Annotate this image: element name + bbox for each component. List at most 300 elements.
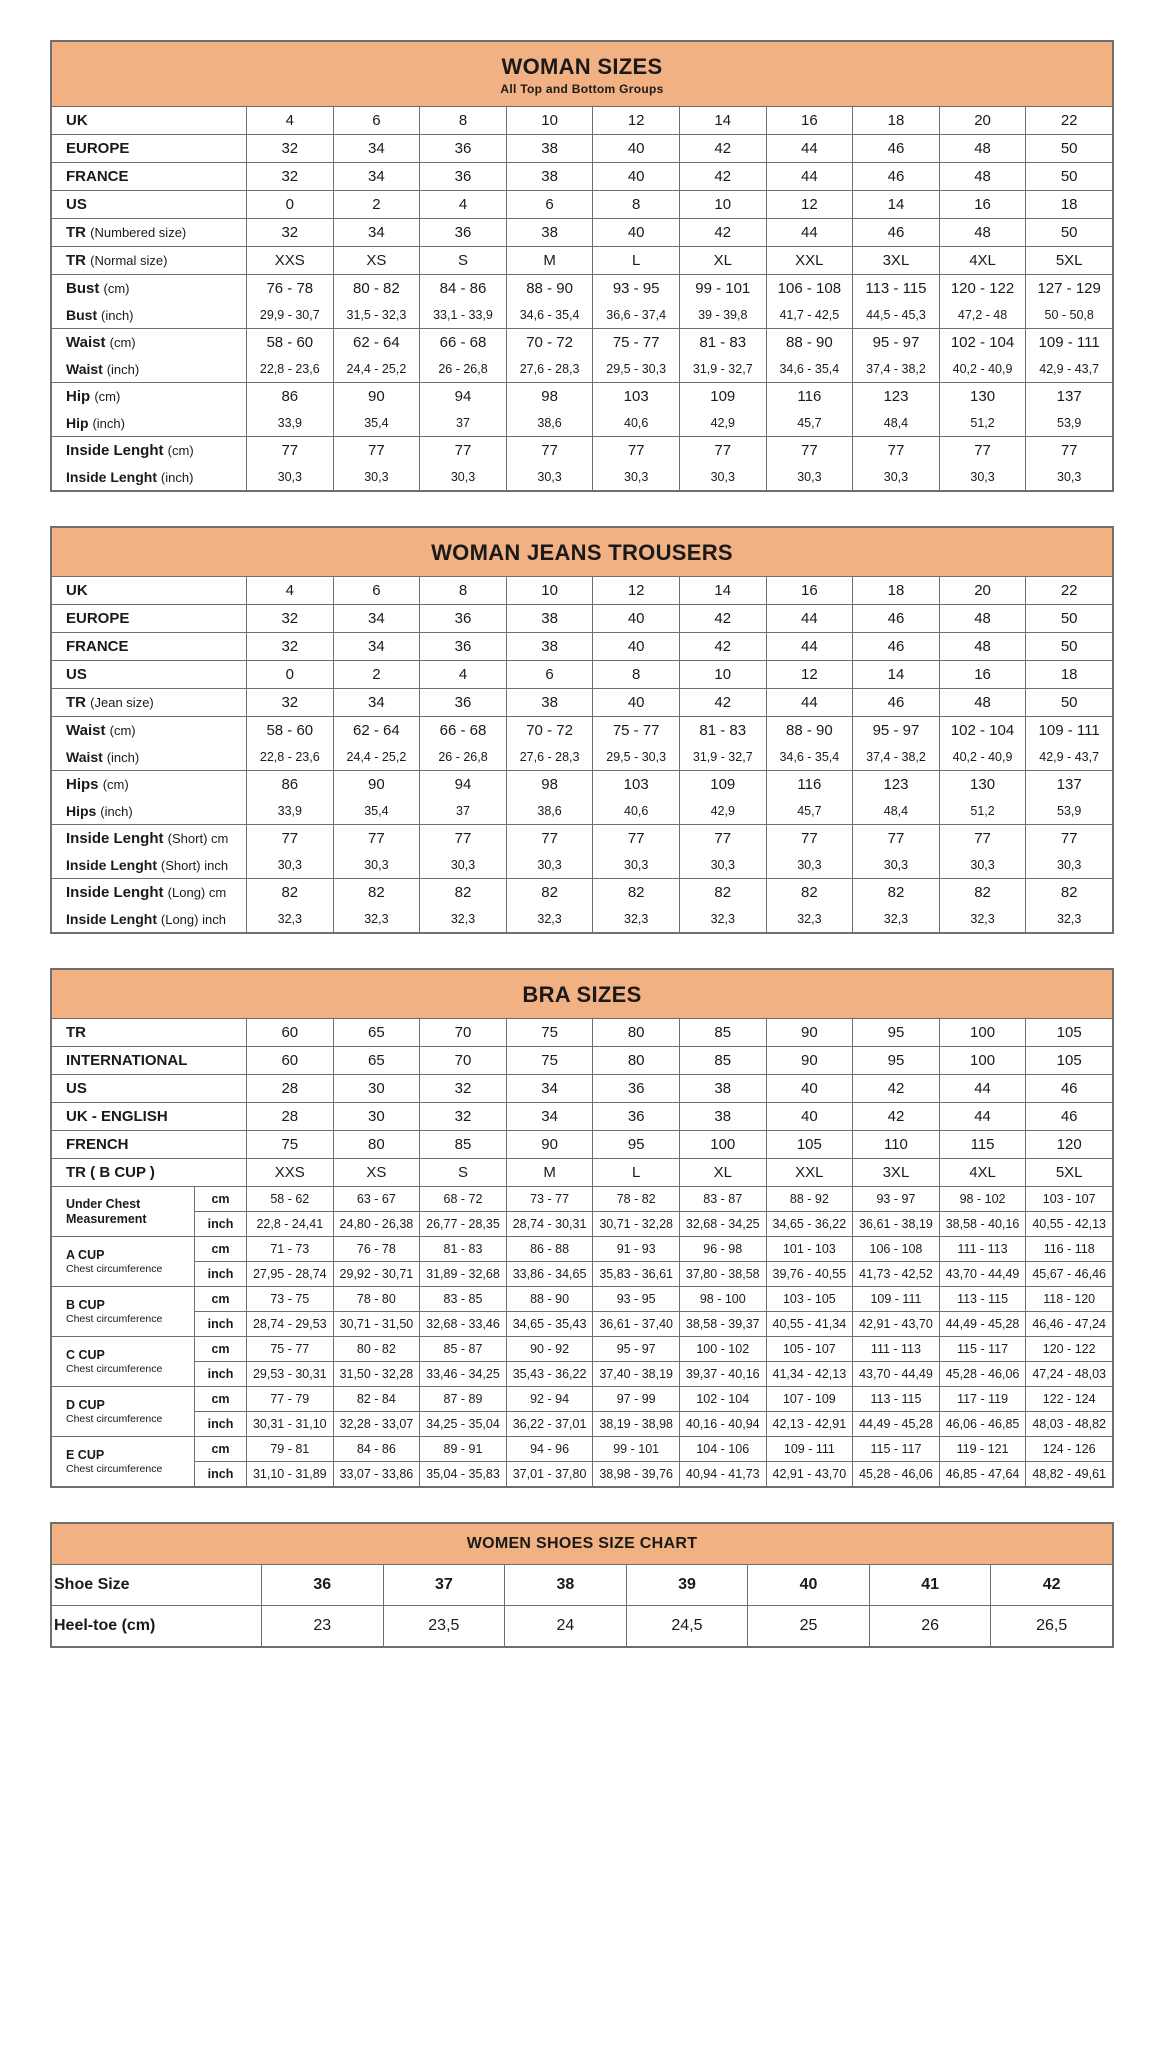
- cell: 48,03 - 48,82: [1026, 1412, 1113, 1437]
- row-label-text: Bust: [66, 280, 104, 297]
- bra-cup-caption: Chest circumference: [66, 1463, 163, 1476]
- cell: 37,01 - 37,80: [506, 1462, 593, 1487]
- cell: 110: [853, 1131, 940, 1159]
- table-row: [52, 1019, 1113, 1047]
- cell: 50: [1026, 163, 1113, 191]
- cell: 14: [679, 577, 766, 605]
- cell: XXS: [247, 247, 334, 275]
- cell: 120: [1026, 1131, 1113, 1159]
- cell: 77: [1026, 825, 1113, 853]
- bra-measure-label: [52, 1187, 195, 1237]
- cell: 95 - 97: [593, 1337, 680, 1362]
- cell: 41: [869, 1565, 991, 1606]
- woman-sizes-subtitle: All Top and Bottom Groups: [500, 82, 664, 96]
- cell: 36: [593, 1103, 680, 1131]
- row-label: [52, 825, 247, 853]
- cell: 45,7: [766, 410, 853, 437]
- cell: 99 - 101: [593, 1437, 680, 1462]
- cell: 32,3: [1026, 906, 1113, 933]
- cell: 35,43 - 36,22: [506, 1362, 593, 1387]
- cell: 37,40 - 38,19: [593, 1362, 680, 1387]
- cell: 116 - 118: [1026, 1237, 1113, 1262]
- bra-measure-label-text: Under Chest Measurement: [66, 1197, 147, 1226]
- cell: 12: [593, 107, 680, 135]
- cell: 109 - 111: [766, 1437, 853, 1462]
- cell: 120 - 122: [939, 275, 1026, 303]
- cell: 70 - 72: [506, 329, 593, 357]
- table-row: [52, 275, 1113, 303]
- cell: S: [420, 1159, 507, 1187]
- cell: 3XL: [853, 247, 940, 275]
- cell: 42,9 - 43,7: [1026, 356, 1113, 383]
- row-label: [52, 852, 247, 879]
- cell: 85 - 87: [420, 1337, 507, 1362]
- cell: 36,22 - 37,01: [506, 1412, 593, 1437]
- cell: 42: [679, 633, 766, 661]
- row-label: [52, 247, 247, 275]
- bra-cup-label: [52, 1287, 195, 1337]
- cell: 83 - 87: [679, 1187, 766, 1212]
- cell: 32: [247, 163, 334, 191]
- cell: 5XL: [1026, 247, 1113, 275]
- cell: 31,5 - 32,3: [333, 302, 420, 329]
- woman-jeans-body: [52, 528, 1113, 933]
- cell: 86: [247, 383, 334, 411]
- row-label: [52, 302, 247, 329]
- table-row: [52, 356, 1113, 383]
- cell: 30,71 - 32,28: [593, 1212, 680, 1237]
- cell: 106 - 108: [853, 1237, 940, 1262]
- cell: 45,28 - 46,06: [853, 1462, 940, 1487]
- cell: 102 - 104: [939, 329, 1026, 357]
- cell: 91 - 93: [593, 1237, 680, 1262]
- cell: 77: [247, 825, 334, 853]
- bra-cup-label-text: D CUP: [66, 1397, 105, 1412]
- row-label-text: FRANCE: [66, 638, 129, 655]
- cell: 127 - 129: [1026, 275, 1113, 303]
- cell: 77: [939, 437, 1026, 465]
- cell: 32: [247, 219, 334, 247]
- cell: 46: [853, 605, 940, 633]
- cell: 10: [506, 577, 593, 605]
- cell: 6: [333, 107, 420, 135]
- cell: 109 - 111: [853, 1287, 940, 1312]
- cell: 44,49 - 45,28: [939, 1312, 1026, 1337]
- cell: 12: [593, 577, 680, 605]
- cell: 32,68 - 33,46: [420, 1312, 507, 1337]
- unit-cell: inch: [195, 1212, 247, 1237]
- cell: 113 - 115: [853, 275, 940, 303]
- cell: 32,28 - 33,07: [333, 1412, 420, 1437]
- row-label: [52, 163, 247, 191]
- bra-cup-caption: Chest circumference: [66, 1263, 163, 1276]
- cell: 130: [939, 383, 1026, 411]
- cell: 34: [333, 689, 420, 717]
- cell: 137: [1026, 383, 1113, 411]
- row-label-text: Inside Lenght: [66, 911, 161, 927]
- cell: 82: [1026, 879, 1113, 907]
- cell: 10: [679, 191, 766, 219]
- cell: 39 - 39,8: [679, 302, 766, 329]
- cell: 116: [766, 771, 853, 799]
- cell: 38: [506, 605, 593, 633]
- unit-cell: cm: [195, 1237, 247, 1262]
- cell: 42,9: [679, 798, 766, 825]
- cell: 24,5: [626, 1606, 748, 1647]
- cell: 105: [766, 1131, 853, 1159]
- cell: 40: [593, 605, 680, 633]
- cell: 27,6 - 28,3: [506, 356, 593, 383]
- cell: 30,71 - 31,50: [333, 1312, 420, 1337]
- cell: 30,3: [247, 464, 334, 491]
- row-label: [52, 661, 247, 689]
- cell: 60: [247, 1019, 334, 1047]
- table-row: [52, 1437, 1113, 1462]
- cell: 29,5 - 30,3: [593, 744, 680, 771]
- table-row: [52, 191, 1113, 219]
- cell: 77: [420, 825, 507, 853]
- cell: 26: [869, 1606, 991, 1647]
- unit-cell: cm: [195, 1437, 247, 1462]
- cell: 48: [939, 633, 1026, 661]
- table-row: [52, 633, 1113, 661]
- row-label: US: [52, 1075, 247, 1103]
- cell: 30,3: [593, 852, 680, 879]
- row-label-text: US: [66, 666, 87, 683]
- cell: 31,50 - 32,28: [333, 1362, 420, 1387]
- cell: 32,3: [766, 906, 853, 933]
- cell: 38,58 - 40,16: [939, 1212, 1026, 1237]
- cell: 94: [420, 771, 507, 799]
- cell: XXS: [247, 1159, 334, 1187]
- cell: 30,3: [766, 464, 853, 491]
- cell: 85: [420, 1131, 507, 1159]
- table-row: [52, 1565, 1113, 1606]
- cell: 123: [853, 383, 940, 411]
- row-label: [52, 356, 247, 383]
- table-row: [52, 1462, 1113, 1487]
- cell: 80: [593, 1047, 680, 1075]
- cell: 48,82 - 49,61: [1026, 1462, 1113, 1487]
- cell: 97 - 99: [593, 1387, 680, 1412]
- cell: L: [593, 247, 680, 275]
- cell: 33,07 - 33,86: [333, 1462, 420, 1487]
- cell: 119 - 121: [939, 1437, 1026, 1462]
- cell: 40: [593, 135, 680, 163]
- row-label: [52, 744, 247, 771]
- cell: 73 - 75: [247, 1287, 334, 1312]
- cell: 77: [679, 437, 766, 465]
- cell: 130: [939, 771, 1026, 799]
- row-label-text: Hips: [66, 776, 103, 793]
- row-label: UK - ENGLISH: [52, 1103, 247, 1131]
- cell: 103: [593, 771, 680, 799]
- row-label: FRENCH: [52, 1131, 247, 1159]
- cell: 32,68 - 34,25: [679, 1212, 766, 1237]
- cell: 33,1 - 33,9: [420, 302, 507, 329]
- table-row: [52, 689, 1113, 717]
- cell: 40: [766, 1103, 853, 1131]
- bra-cup-label-text: B CUP: [66, 1297, 105, 1312]
- cell: 86 - 88: [506, 1237, 593, 1262]
- row-label-text: Waist: [66, 722, 110, 739]
- table-row: [52, 1159, 1113, 1187]
- row-label-text: Waist: [66, 749, 107, 765]
- cell: 2: [333, 191, 420, 219]
- cell: 42,9 - 43,7: [1026, 744, 1113, 771]
- cell: 5XL: [1026, 1159, 1113, 1187]
- cell: 115: [939, 1131, 1026, 1159]
- cell: 70 - 72: [506, 717, 593, 745]
- cell: 34,6 - 35,4: [766, 744, 853, 771]
- row-label-text: US: [66, 196, 87, 213]
- row-label-note: (inch): [106, 750, 140, 765]
- cell: 34: [333, 605, 420, 633]
- cell: 77: [593, 437, 680, 465]
- cell: 44: [939, 1075, 1026, 1103]
- cell: 34,6 - 35,4: [506, 302, 593, 329]
- cell: 77: [333, 825, 420, 853]
- cell: 44: [766, 163, 853, 191]
- table-row: [52, 771, 1113, 799]
- cell: 14: [853, 191, 940, 219]
- cell: 29,92 - 30,71: [333, 1262, 420, 1287]
- cell: 42,9: [679, 410, 766, 437]
- cell: 88 - 92: [766, 1187, 853, 1212]
- cell: 82: [333, 879, 420, 907]
- cell: 27,95 - 28,74: [247, 1262, 334, 1287]
- cell: 48: [939, 605, 1026, 633]
- cell: 46: [853, 135, 940, 163]
- cell: 36: [420, 135, 507, 163]
- cell: 30,3: [853, 464, 940, 491]
- cell: 31,9 - 32,7: [679, 744, 766, 771]
- cell: 36: [420, 605, 507, 633]
- cell: 123: [853, 771, 940, 799]
- row-label-note: (Numbered size): [90, 225, 187, 240]
- row-label-note: (cm): [103, 281, 130, 296]
- row-label-note: (inch): [92, 416, 125, 431]
- cell: M: [506, 247, 593, 275]
- cell: 77: [506, 437, 593, 465]
- row-label: [52, 906, 247, 933]
- cell: 40,55 - 41,34: [766, 1312, 853, 1337]
- cell: 103: [593, 383, 680, 411]
- cell: XS: [333, 1159, 420, 1187]
- unit-cell: inch: [195, 1262, 247, 1287]
- cell: 32,3: [506, 906, 593, 933]
- cell: 22,8 - 23,6: [247, 356, 334, 383]
- cell: 32,3: [593, 906, 680, 933]
- cell: 77: [593, 825, 680, 853]
- cell: 42: [991, 1565, 1113, 1606]
- woman-sizes-title-row: [52, 42, 1113, 107]
- cell: 99 - 101: [679, 275, 766, 303]
- row-label-text: Waist: [66, 334, 110, 351]
- cell: 105: [1026, 1019, 1113, 1047]
- cell: 92 - 94: [506, 1387, 593, 1412]
- cell: 58 - 60: [247, 717, 334, 745]
- cell: 32: [247, 633, 334, 661]
- cell: 98: [506, 771, 593, 799]
- row-label-text: Inside Lenght: [66, 857, 161, 873]
- cell: 35,4: [333, 798, 420, 825]
- bra-cup-label: [52, 1387, 195, 1437]
- cell: 40: [593, 163, 680, 191]
- cell: XL: [679, 1159, 766, 1187]
- cell: 38: [506, 163, 593, 191]
- cell: 95 - 97: [853, 329, 940, 357]
- cell: 93 - 95: [593, 275, 680, 303]
- cell: 38: [506, 633, 593, 661]
- cell: 77 - 79: [247, 1387, 334, 1412]
- cell: 14: [679, 107, 766, 135]
- cell: 80: [593, 1019, 680, 1047]
- cell: 77: [939, 825, 1026, 853]
- cell: 36: [593, 1075, 680, 1103]
- row-label: [52, 107, 247, 135]
- unit-cell: cm: [195, 1287, 247, 1312]
- row-label-note: (cm): [109, 723, 136, 738]
- cell: 81 - 83: [679, 717, 766, 745]
- row-label: [52, 577, 247, 605]
- row-label-text: Inside Lenght: [66, 884, 168, 901]
- cell: 82: [679, 879, 766, 907]
- cell: 100: [679, 1131, 766, 1159]
- cell: 50: [1026, 633, 1113, 661]
- cell: 35,04 - 35,83: [420, 1462, 507, 1487]
- cell: 116: [766, 383, 853, 411]
- cell: 40: [766, 1075, 853, 1103]
- cell: 100 - 102: [679, 1337, 766, 1362]
- cell: 28,74 - 29,53: [247, 1312, 334, 1337]
- cell: 36: [420, 633, 507, 661]
- cell: 94 - 96: [506, 1437, 593, 1462]
- row-label-text: UK: [66, 112, 88, 129]
- cell: 44: [766, 605, 853, 633]
- cell: 95: [853, 1047, 940, 1075]
- cell: 124 - 126: [1026, 1437, 1113, 1462]
- cell: 41,73 - 42,52: [853, 1262, 940, 1287]
- row-label-note: (Normal size): [90, 253, 168, 268]
- cell: 12: [766, 191, 853, 219]
- cell: 37: [383, 1565, 505, 1606]
- cell: 38: [506, 219, 593, 247]
- cell: 58 - 62: [247, 1187, 334, 1212]
- cell: 93 - 95: [593, 1287, 680, 1312]
- cell: 31,10 - 31,89: [247, 1462, 334, 1487]
- cell: 82: [247, 879, 334, 907]
- cell: 8: [420, 577, 507, 605]
- cell: 113 - 115: [939, 1287, 1026, 1312]
- cell: 62 - 64: [333, 717, 420, 745]
- cell: 16: [939, 661, 1026, 689]
- cell: 73 - 77: [506, 1187, 593, 1212]
- cell: 30: [333, 1075, 420, 1103]
- cell: 28: [247, 1103, 334, 1131]
- cell: 4: [420, 661, 507, 689]
- row-label-text: EUROPE: [66, 140, 130, 157]
- cell: 25: [748, 1606, 870, 1647]
- cell: 24: [505, 1606, 627, 1647]
- cell: 90 - 92: [506, 1337, 593, 1362]
- table-row: [52, 1337, 1113, 1362]
- cell: 90: [333, 771, 420, 799]
- cell: 29,9 - 30,7: [247, 302, 334, 329]
- row-label: [52, 410, 247, 437]
- cell: 75 - 77: [593, 717, 680, 745]
- cell: 101 - 103: [766, 1237, 853, 1262]
- cell: 43,70 - 44,49: [939, 1262, 1026, 1287]
- cell: 85: [679, 1019, 766, 1047]
- cell: 90: [766, 1047, 853, 1075]
- woman-jeans-title-row: [52, 528, 1113, 577]
- cell: 81 - 83: [679, 329, 766, 357]
- cell: 30,3: [939, 852, 1026, 879]
- cell: 88 - 90: [506, 275, 593, 303]
- cell: 81 - 83: [420, 1237, 507, 1262]
- table-row: [52, 798, 1113, 825]
- table-row: [52, 1103, 1113, 1131]
- bra-cup-label: [52, 1337, 195, 1387]
- table-row: [52, 1262, 1113, 1287]
- cell: 42: [679, 163, 766, 191]
- cell: 109 - 111: [1026, 717, 1113, 745]
- cell: 75: [506, 1019, 593, 1047]
- cell: 32,3: [939, 906, 1026, 933]
- cell: 118 - 120: [1026, 1287, 1113, 1312]
- cell: 37,80 - 38,58: [679, 1262, 766, 1287]
- cell: 42: [853, 1103, 940, 1131]
- cell: 82: [506, 879, 593, 907]
- cell: 31,89 - 32,68: [420, 1262, 507, 1287]
- cell: 46: [1026, 1075, 1113, 1103]
- table-row: [52, 247, 1113, 275]
- row-label-note: (Long) cm: [167, 885, 227, 900]
- cell: 29,5 - 30,3: [593, 356, 680, 383]
- cell: 22: [1026, 577, 1113, 605]
- row-label: [52, 135, 247, 163]
- bra-cup-label: [52, 1237, 195, 1287]
- cell: 33,9: [247, 410, 334, 437]
- row-label: [52, 383, 247, 411]
- cell: 111 - 113: [853, 1337, 940, 1362]
- cell: 46: [853, 219, 940, 247]
- cell: 113 - 115: [853, 1387, 940, 1412]
- cell: 90: [506, 1131, 593, 1159]
- cell: XXL: [766, 247, 853, 275]
- cell: 30,3: [420, 852, 507, 879]
- cell: 107 - 109: [766, 1387, 853, 1412]
- row-label-text: Inside Lenght: [66, 442, 168, 459]
- cell: 46: [853, 689, 940, 717]
- cell: 109: [679, 771, 766, 799]
- row-label: [52, 879, 247, 907]
- cell: 30,3: [247, 852, 334, 879]
- cell: 47,2 - 48: [939, 302, 1026, 329]
- cell: 34,6 - 35,4: [766, 356, 853, 383]
- unit-cell: cm: [195, 1337, 247, 1362]
- cell: 84 - 86: [420, 275, 507, 303]
- unit-cell: cm: [195, 1187, 247, 1212]
- women-shoes-title-cell: WOMEN SHOES SIZE CHART: [52, 1524, 1113, 1565]
- cell: 77: [853, 825, 940, 853]
- cell: 94: [420, 383, 507, 411]
- row-label: [52, 633, 247, 661]
- cell: 50: [1026, 689, 1113, 717]
- cell: 41,7 - 42,5: [766, 302, 853, 329]
- row-label: [52, 771, 247, 799]
